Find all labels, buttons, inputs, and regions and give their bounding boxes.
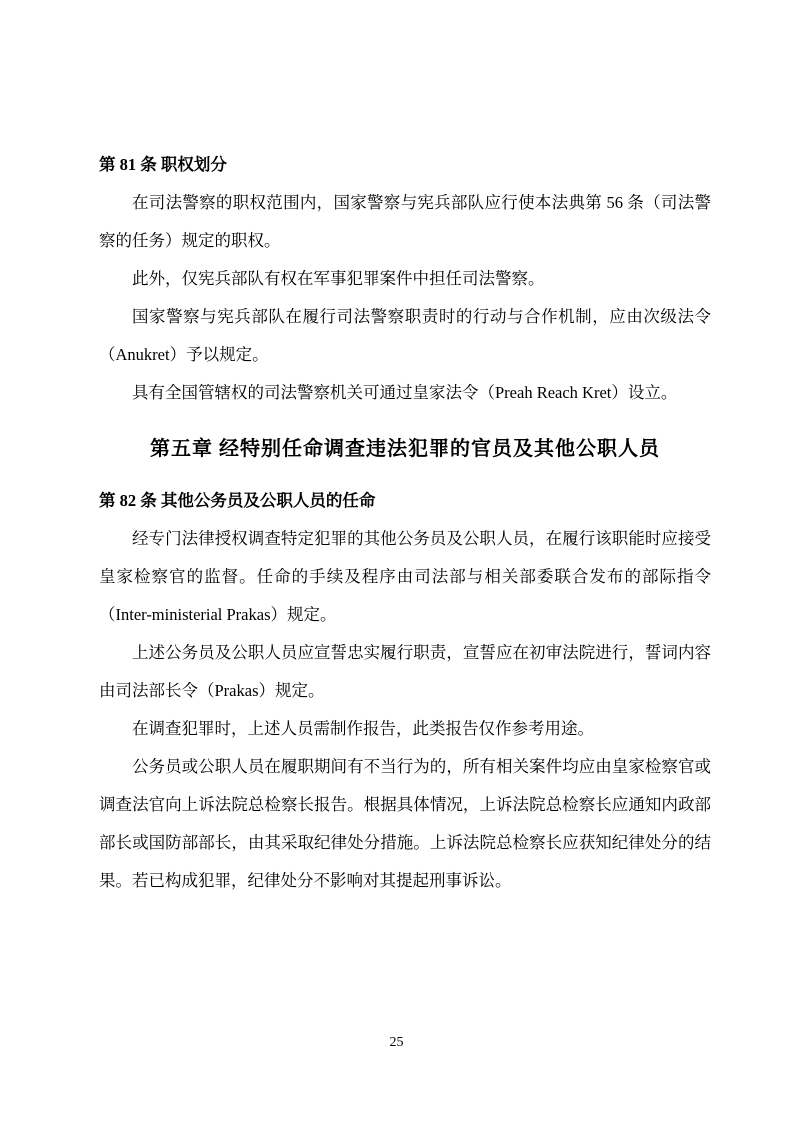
chapter-5-heading: 第五章 经特别任命调查违法犯罪的官员及其他公职人员: [150, 438, 660, 460]
article-81-heading: 第 81 条 职权划分: [99, 155, 227, 174]
article-82-paragraph-3: 在调查犯罪时，上述人员需制作报告，此类报告仅作参考用途。: [132, 719, 594, 738]
article-82-heading: 第 82 条 其他公务员及公职人员的任命: [99, 491, 376, 510]
article-81-paragraph-4: 具有全国管辖权的司法警察机关可通过皇家法令（Preah Reach Kret）设立。: [132, 383, 678, 402]
page-number: 25: [389, 1035, 404, 1050]
article-81-paragraph-3: 国家警察与宪兵部队在履行司法警察职责时的行动与合作机制，应由次级法令（Anukret）予以规定。: [99, 307, 711, 364]
article-81-paragraph-1: 在司法警察的职权范围内，国家警察与宪兵部队应行使本法典第 56 条（司法警察的任务）规定的职权。: [99, 193, 711, 250]
page-content: [99, 146, 711, 900]
article-82-paragraph-4: 公务员或公职人员在履职期间有不当行为的，所有相关案件均应由皇家检察官或调查法官向上诉法院总检察长报告。根据具体情况，上诉法院总检察长应通知内政部部长或国防部部长，由其采取纪律处分措施。上诉法院总检察长应获知纪律处分的结果。若已构成犯罪，纪律处分不影响对其提起刑事诉讼。: [99, 757, 711, 890]
article-82-paragraph-2: 上述公务员及公职人员应宣誓忠实履行职责，宣誓应在初审法院进行，誓词内容由司法部长令（Prakas）规定。: [99, 643, 711, 700]
article-81-paragraph-2: 此外，仅宪兵部队有权在军事犯罪案件中担任司法警察。: [132, 269, 545, 288]
article-82-paragraph-1: 经专门法律授权调查特定犯罪的其他公务员及公职人员，在履行该职能时应接受皇家检察官的监督。任命的手续及程序由司法部与相关部委联合发布的部际指令（Inter-ministerial Prakas）规定。: [99, 529, 711, 624]
